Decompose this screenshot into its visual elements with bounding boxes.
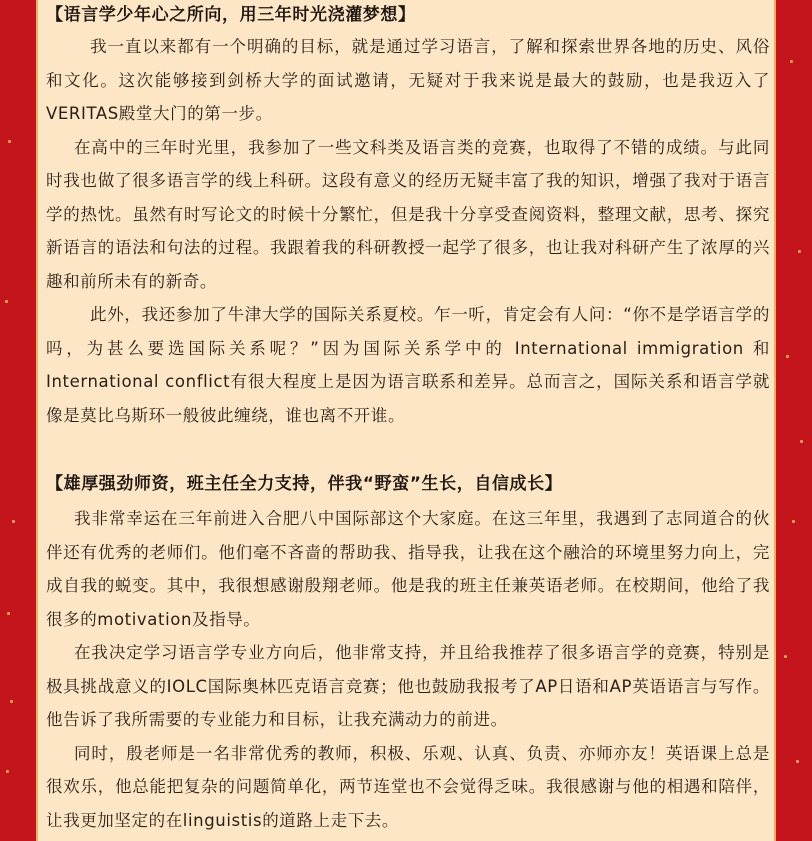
article-content — [46, 0, 770, 837]
section1-heading: 【语言学少年心之所向，用三年时光浇灌梦想】 — [46, 5, 416, 25]
section2-heading: 【雄厚强劲师资，班主任全力支持，伴我“野蛮”生长，自信成长】 — [46, 474, 563, 494]
section2-paragraph-3: 同时，殷老师是一名非常优秀的教师，积极、乐观、认真、负责、亦师亦友！英语课上总是很欢乐，他总能把复杂的问题简单化，两节连堂也不会觉得乏味。我很感谢与他的相遇和陪伴，让我更加坚定的在linguistis的道路上走下去。 — [46, 743, 770, 830]
section1-paragraph-3: 此外，我还参加了牛津大学的国际关系夏校。乍一听，肯定会有人问：“你不是学语言学的吗，为甚么要选国际关系呢？”因为国际关系学中的 International immigration 和International conflict有很大程度上是因为语言联系和差异。总而言之，国际关系和语言学就像是莫比乌斯环一般彼此缠绕，谁也离不开谁。 — [46, 305, 770, 425]
section-spacer — [46, 432, 770, 466]
section2-paragraph-2: 在我决定学习语言学专业方向后，他非常支持，并且给我推荐了很多语言学的竞赛，特别是极具挑战意义的IOLC国际奥林匹克语言竞赛；他也鼓励我报考了AP日语和AP英语语言与写作。他告诉了我所需要的专业能力和目标，让我充满动力的前进。 — [46, 643, 770, 729]
section2-paragraph-1: 我非常幸运在三年前进入合肥八中国际部这个大家庭。在这三年里，我遇到了志同道合的伙伴还有优秀的老师们。他们毫不吝啬的帮助我、指导我，让我在这个融洽的环境里努力向上，完成自我的蜕变。其中，我很想感谢殷翔老师。他是我的班主任兼英语老师。在校期间，他给了我很多的motivation及指导。 — [46, 509, 770, 629]
section1-paragraph-1: 我一直以来都有一个明确的目标，就是通过学习语言，了解和探索世界各地的历史、风俗和文化。这次能够接到剑桥大学的面试邀请，无疑对于我来说是最大的鼓励，也是我迈入了VERITAS殿堂大门的第一步。 — [46, 37, 770, 123]
section1-paragraph-2: 在高中的三年时光里，我参加了一些文科类及语言类的竞赛，也取得了不错的成绩。与此同时我也做了很多语言学的线上科研。这段有意义的经历无疑丰富了我的知识，增强了我对于语言学的热忱。虽然有时写论文的时候十分繁忙，但是我十分享受查阅资料，整理文献，思考、探究新语言的语法和句法的过程。我跟着我的科研教授一起学了很多，也让我对科研产生了浓厚的兴趣和前所未有的新奇。 — [46, 137, 770, 291]
article-panel — [36, 0, 776, 841]
